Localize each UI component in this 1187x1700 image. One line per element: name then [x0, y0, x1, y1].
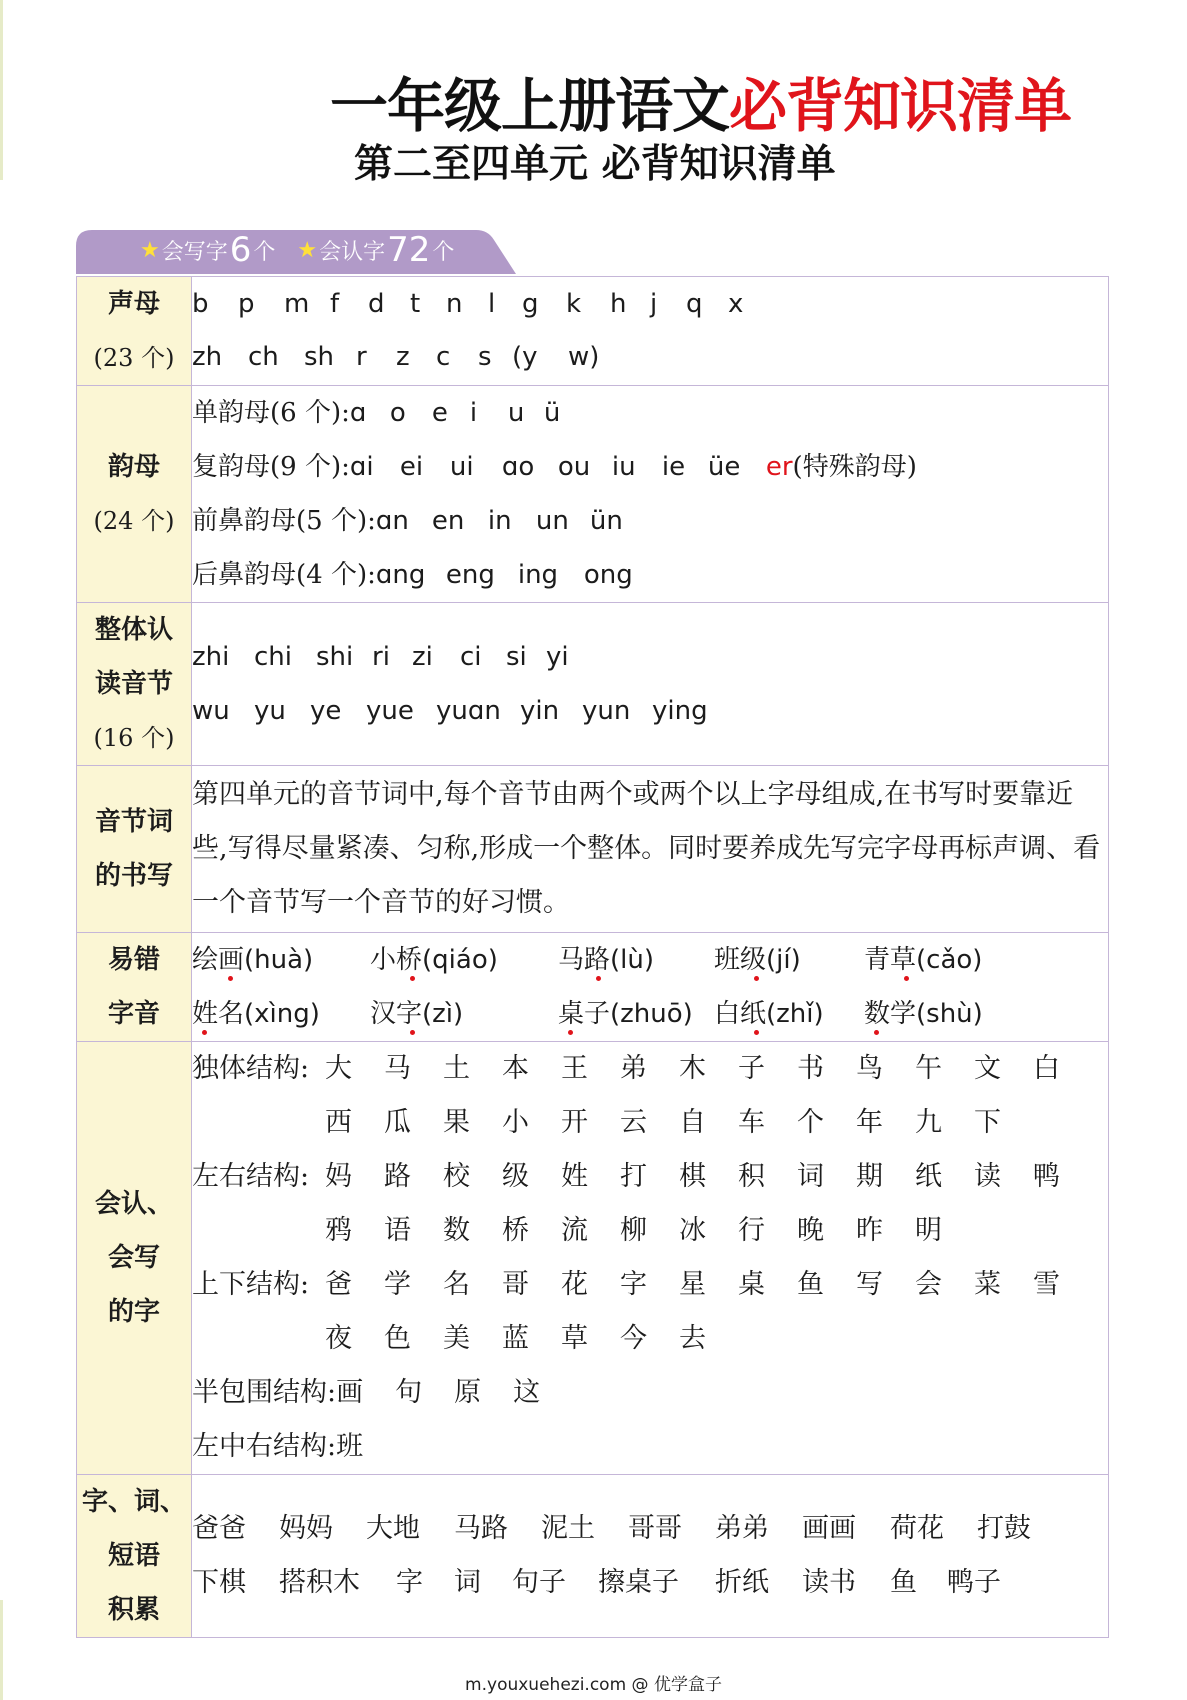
char: 土 [443, 1053, 470, 1084]
char: 校 [443, 1161, 470, 1192]
duti-line-1 [192, 1042, 1108, 1096]
char: 西 [325, 1107, 352, 1138]
pinyin-item: ɑng [375, 560, 426, 590]
pinyin-item: s [478, 342, 492, 372]
char: 晚 [797, 1215, 824, 1246]
char: 姓 [561, 1161, 588, 1192]
pinyin-item: wu [192, 696, 230, 726]
char: 星 [679, 1269, 706, 1300]
char: 木 [679, 1053, 706, 1084]
pinyin-item: üe [707, 452, 741, 482]
structure-label: 左中右结构: [192, 1431, 337, 1462]
yicuo-row-2 [192, 987, 1108, 1041]
cat-huiren [77, 1042, 192, 1475]
error-word [558, 933, 714, 987]
pinyin-item: e [431, 398, 448, 428]
summary-tab [76, 226, 556, 274]
row-yinjieci [77, 766, 1109, 933]
knowledge-table [76, 276, 1109, 1638]
cat-label: 积累 [107, 1595, 160, 1625]
char: 级 [502, 1161, 529, 1192]
cat-count: (16 个) [93, 724, 175, 752]
qian-yunmu-line [192, 494, 1108, 548]
pinyin-item: x [728, 289, 744, 319]
error-word [714, 933, 864, 987]
pinyin-item: yu [254, 696, 286, 726]
pinyin-item: m [284, 289, 310, 319]
er-note: (特殊韵母) [792, 452, 917, 482]
dan-label: 单韵母(6 个): [192, 398, 350, 428]
char: 棋 [679, 1161, 706, 1192]
pinyin-item: iu [611, 452, 636, 482]
pinyin-item: eng [445, 560, 495, 590]
zuoyou-line-1 [192, 1150, 1108, 1204]
er-special: er [765, 452, 793, 482]
cat-label: 会写 [107, 1243, 160, 1273]
char: 鸟 [856, 1053, 883, 1084]
fu-label: 复韵母(9 个): [192, 452, 350, 482]
pinyin-item: ch [248, 342, 279, 372]
hou-label: 后鼻韵母(4 个): [192, 560, 376, 590]
structure-label: 独体结构: [192, 1053, 310, 1084]
pinyin-item: yun [582, 696, 631, 726]
error-mark-icon [410, 976, 415, 981]
read-count: 72 [387, 230, 431, 270]
char: 学 [384, 1269, 411, 1300]
char: 个 [797, 1107, 824, 1138]
char: 鱼 [797, 1269, 824, 1300]
char: 夜 [325, 1323, 352, 1354]
ec-word: 小桥 [370, 945, 423, 975]
zuozhongyou-line [192, 1420, 1108, 1474]
error-word [864, 987, 983, 1041]
cat-label: 韵母 [107, 452, 160, 482]
pinyin-item: ɑ [349, 398, 367, 428]
pinyin-item: ci [460, 642, 482, 672]
structure-label: 半包围结构: [192, 1377, 337, 1408]
char: 书 [797, 1053, 824, 1084]
char: 冰 [679, 1215, 706, 1246]
cat-jilei [77, 1475, 192, 1638]
word-item: 下棋 [192, 1567, 246, 1598]
char: 瓜 [384, 1107, 411, 1138]
char: 大 [325, 1053, 352, 1084]
body-jilei [192, 1475, 1109, 1638]
word-item: 字 [396, 1567, 423, 1598]
pinyin-item: sh [304, 342, 335, 372]
error-mark-icon [596, 976, 601, 981]
cat-label: 读音节 [94, 669, 173, 699]
structure-label: 左右结构: [192, 1161, 310, 1192]
read-unit: 个 [432, 239, 455, 265]
char: 王 [561, 1053, 588, 1084]
pinyin-item: shi [316, 642, 354, 672]
pinyin-item: ong [583, 560, 633, 590]
word-item: 爸爸 [192, 1513, 246, 1544]
char: 期 [856, 1161, 883, 1192]
pinyin-item: c [436, 342, 451, 372]
pinyin-item: n [446, 289, 463, 319]
char: 弟 [620, 1053, 647, 1084]
word-item: 句子 [512, 1567, 566, 1598]
zhengti-line-2 [192, 684, 1108, 738]
pinyin-item: q [686, 289, 703, 319]
shengmu-line-2 [192, 331, 1108, 384]
cat-shengmu [77, 277, 192, 386]
row-zhengti [77, 603, 1109, 766]
word-item: 画画 [802, 1513, 856, 1544]
char: 午 [915, 1053, 942, 1084]
ec-pinyin: (lù) [610, 945, 655, 975]
word-item: 词 [454, 1567, 481, 1598]
pinyin-item: h [610, 289, 627, 319]
char: 昨 [856, 1215, 883, 1246]
pinyin-item: zi [412, 642, 433, 672]
char: 流 [561, 1215, 588, 1246]
read-label: 会认字 [319, 239, 386, 265]
row-yunmu [77, 386, 1109, 603]
pinyin-item: ü [543, 398, 561, 428]
error-word [864, 933, 982, 987]
ec-word: 青草 [864, 945, 917, 975]
char: 打 [620, 1161, 647, 1192]
star-icon: ★ [140, 237, 160, 263]
ec-pinyin: (jí) [766, 945, 801, 975]
char: 这 [513, 1377, 541, 1408]
word-item: 擦桌子 [598, 1567, 679, 1598]
star-icon: ★ [297, 237, 318, 263]
body-yunmu [192, 386, 1109, 603]
word-item: 打鼓 [977, 1513, 1031, 1544]
write-label: 会写字 [161, 239, 228, 265]
row-yicuo [77, 933, 1109, 1042]
error-word [558, 987, 714, 1041]
pinyin-item: ei [399, 452, 424, 482]
pinyin-item: ou [557, 452, 591, 482]
word-item: 鱼 [890, 1567, 917, 1598]
char: 班 [336, 1431, 364, 1462]
cat-label: 字、词、 [81, 1487, 186, 1517]
pinyin-item: g [522, 289, 539, 319]
char: 写 [856, 1269, 883, 1300]
cat-yunmu [77, 386, 192, 603]
char: 九 [915, 1107, 942, 1138]
write-count: 6 [229, 230, 252, 270]
pinyin-item: t [410, 289, 421, 319]
char: 会 [915, 1269, 942, 1300]
char: 柳 [620, 1215, 647, 1246]
title-red-part: 必背知识清单 [729, 72, 1072, 140]
char: 花 [561, 1269, 588, 1300]
qian-label: 前鼻韵母(5 个): [192, 506, 376, 536]
error-mark-icon [228, 976, 233, 981]
error-mark-icon [202, 1030, 207, 1035]
title-black-part: 一年级上册语文 [330, 72, 730, 140]
cat-zhengti [77, 603, 192, 766]
word-item: 大地 [366, 1513, 420, 1544]
pinyin-item: z [396, 342, 410, 372]
pinyin-item: w) [568, 342, 600, 372]
char: 语 [384, 1215, 411, 1246]
pinyin-item: yue [366, 696, 414, 726]
pinyin-item: i [469, 398, 478, 428]
page-subtitle: 第二至四单元 必背知识清单 [354, 142, 836, 187]
char: 桌 [738, 1269, 765, 1300]
word-item: 鸭子 [947, 1567, 1001, 1598]
error-mark-icon [904, 976, 909, 981]
cat-label: 会认、 [94, 1189, 173, 1219]
word-item: 弟弟 [715, 1513, 769, 1544]
char: 自 [679, 1107, 706, 1138]
cat-label: 音节词 [94, 807, 173, 837]
ec-pinyin: (zhuō) [610, 999, 693, 1029]
tab-text [140, 230, 454, 270]
word-item: 泥土 [541, 1513, 595, 1544]
char: 美 [443, 1323, 470, 1354]
char: 今 [620, 1323, 647, 1354]
shengmu-line-1 [192, 278, 1108, 331]
pinyin-item: ri [372, 642, 390, 672]
error-mark-icon [410, 1030, 415, 1035]
ec-word: 数学 [864, 999, 917, 1029]
char: 蓝 [502, 1323, 529, 1354]
jilei-line-2 [192, 1556, 1108, 1610]
row-shengmu [77, 277, 1109, 386]
body-zhengti [192, 603, 1109, 766]
error-word [192, 933, 370, 987]
pinyin-item: ɑo [501, 452, 535, 482]
word-item: 折纸 [715, 1567, 769, 1598]
ec-pinyin: (zhǐ) [766, 999, 824, 1029]
pinyin-item: en [431, 506, 465, 536]
fu-yunmu-line [192, 440, 1108, 494]
dan-yunmu-line [192, 386, 1108, 440]
char: 去 [679, 1323, 706, 1354]
word-item: 妈妈 [279, 1513, 333, 1544]
char: 云 [620, 1107, 647, 1138]
body-yicuo [192, 933, 1109, 1042]
word-item: 荷花 [890, 1513, 944, 1544]
pinyin-item: l [488, 289, 496, 319]
char: 菜 [974, 1269, 1001, 1300]
pinyin-item: r [356, 342, 367, 372]
char: 哥 [502, 1269, 529, 1300]
banbao-line [192, 1366, 1108, 1420]
structure-label: 上下结构: [192, 1269, 310, 1300]
cat-label: 整体认 [94, 615, 173, 645]
word-item: 哥哥 [628, 1513, 682, 1544]
jilei-line-1 [192, 1502, 1108, 1556]
cat-yinjieci [77, 766, 192, 933]
char: 色 [384, 1323, 411, 1354]
char: 积 [738, 1161, 765, 1192]
shangxia-line-1 [192, 1258, 1108, 1312]
char: 桥 [502, 1215, 529, 1246]
error-mark-icon [754, 1030, 759, 1035]
word-item: 马路 [454, 1513, 508, 1544]
pinyin-item: k [566, 289, 582, 319]
char: 雪 [1033, 1269, 1060, 1300]
ec-word: 白纸 [714, 999, 767, 1029]
page-title [330, 70, 1071, 142]
ec-pinyin: (shù) [916, 999, 983, 1029]
char: 纸 [915, 1161, 942, 1192]
char: 明 [915, 1215, 942, 1246]
pinyin-item: j [650, 289, 658, 319]
cat-label: 短语 [107, 1541, 160, 1571]
char: 字 [620, 1269, 647, 1300]
footer-watermark: m.youxuehezi.com @ 优学盒子 [465, 1675, 722, 1695]
cat-label: 的字 [107, 1297, 160, 1327]
cat-label: 的书写 [94, 861, 173, 891]
cat-count: (23 个) [93, 344, 175, 372]
char: 年 [856, 1107, 883, 1138]
error-word [714, 987, 864, 1041]
ec-word: 桌子 [558, 999, 611, 1029]
char: 小 [502, 1107, 529, 1138]
char: 车 [738, 1107, 765, 1138]
pinyin-item: yuɑn [436, 696, 501, 726]
pinyin-item: f [330, 289, 340, 319]
pinyin-item: ui [449, 452, 474, 482]
pinyin-item: ying [652, 696, 708, 726]
cat-label: 易错 [107, 945, 160, 975]
pinyin-item: ing [517, 560, 559, 590]
char: 画 [336, 1377, 364, 1408]
pinyin-item: zhi [192, 642, 230, 672]
pinyin-item: un [535, 506, 569, 536]
ec-word: 汉字 [370, 999, 423, 1029]
pinyin-item: ɑn [375, 506, 409, 536]
ec-pinyin: (huà) [244, 945, 314, 975]
duti-line-2 [192, 1096, 1108, 1150]
pinyin-item: in [487, 506, 512, 536]
char: 路 [384, 1161, 411, 1192]
cat-label: 声母 [107, 289, 160, 319]
char: 名 [443, 1269, 470, 1300]
row-jilei [77, 1475, 1109, 1638]
char: 读 [974, 1161, 1001, 1192]
char: 白 [1033, 1053, 1060, 1084]
pinyin-item: u [507, 398, 525, 428]
pinyin-item: zh [192, 342, 223, 372]
char: 子 [738, 1053, 765, 1084]
char: 果 [443, 1107, 470, 1138]
row-huiren [77, 1042, 1109, 1475]
yicuo-row-1 [192, 933, 1108, 987]
write-unit: 个 [253, 239, 276, 265]
error-mark-icon [874, 1030, 879, 1035]
pinyin-item: (y [512, 342, 538, 372]
char: 文 [974, 1053, 1001, 1084]
ec-word: 马路 [558, 945, 611, 975]
char: 开 [561, 1107, 588, 1138]
zuoyou-line-2 [192, 1204, 1108, 1258]
pinyin-item: b [192, 289, 209, 319]
char: 鸭 [1033, 1161, 1060, 1192]
pinyin-item: o [389, 398, 406, 428]
char: 数 [443, 1215, 470, 1246]
pinyin-item: chi [254, 642, 292, 672]
ec-pinyin: (xìng) [244, 999, 320, 1029]
pinyin-item: ie [661, 452, 686, 482]
char: 草 [561, 1323, 588, 1354]
pinyin-item: yi [546, 642, 569, 672]
zhengti-line-1 [192, 630, 1108, 684]
ec-pinyin: (cǎo) [916, 945, 983, 975]
body-yinjieci [192, 766, 1109, 933]
body-huiren [192, 1042, 1109, 1475]
shangxia-line-2 [192, 1312, 1108, 1366]
char: 马 [384, 1053, 411, 1084]
char: 爸 [325, 1269, 352, 1300]
ec-word: 绘画 [192, 945, 245, 975]
error-mark-icon [568, 1030, 573, 1035]
error-word [370, 933, 558, 987]
pinyin-item: ɑi [349, 452, 374, 482]
ec-word: 班级 [714, 945, 767, 975]
body-shengmu [192, 277, 1109, 386]
word-item: 读书 [802, 1567, 856, 1598]
error-word [192, 987, 370, 1041]
error-word [370, 987, 558, 1041]
pinyin-item: ün [589, 506, 623, 536]
char: 下 [974, 1107, 1001, 1138]
pinyin-item: d [368, 289, 385, 319]
ec-pinyin: (qiáo) [422, 945, 498, 975]
left-edge-decoration [0, 0, 3, 180]
hou-yunmu-line [192, 548, 1108, 602]
pinyin-item: si [506, 642, 527, 672]
cat-yicuo [77, 933, 192, 1042]
ec-pinyin: (zì) [422, 999, 464, 1029]
error-mark-icon [754, 976, 759, 981]
char: 词 [797, 1161, 824, 1192]
char: 本 [502, 1053, 529, 1084]
char: 行 [738, 1215, 765, 1246]
pinyin-item: ye [310, 696, 342, 726]
yinjieci-paragraph: 第四单元的音节词中,每个音节由两个或两个以上字母组成,在书写时要靠近些,写得尽量紧凑、匀称,形成一个整体。同时要养成先写完字母再标声调、看一个音节写一个音节的好习惯。 [192, 779, 1101, 918]
char: 原 [454, 1377, 482, 1408]
ec-word: 姓名 [192, 999, 245, 1029]
word-item: 搭积木 [279, 1567, 360, 1598]
cat-count: (24 个) [93, 507, 175, 535]
char: 鸦 [325, 1215, 352, 1246]
cat-label: 字音 [107, 999, 160, 1029]
char: 句 [395, 1377, 423, 1408]
char: 妈 [325, 1161, 352, 1192]
pinyin-item: yin [520, 696, 560, 726]
pinyin-item: p [238, 289, 255, 319]
